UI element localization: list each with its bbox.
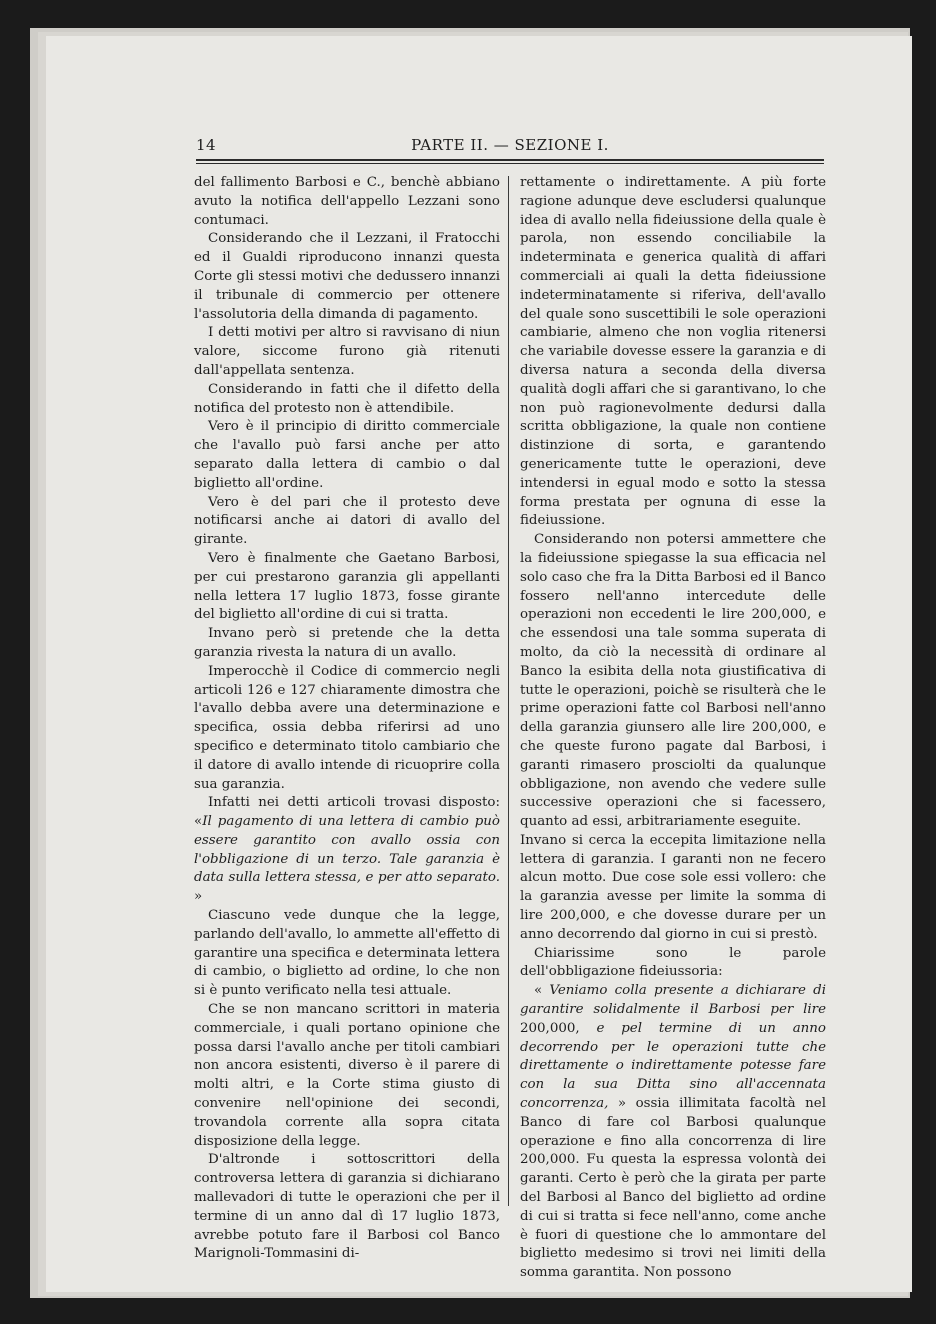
paragraph: Considerando non potersi ammettere che la fideiussione spiegasse la sua efficacia nel solo caso che fra la Ditta Barbosi ed il Banco fossero nell'anno intercedute delle operazioni non eccedenti le lire 200,000, e che essendosi una tale somma superata di molto, da ciò la necessità di ordinare al Banco la esibita della nota giustificativa di tutte le operazioni, poichè se risulterà che le prime operazioni fatte col Barbosi nell'anno della garanzia giunsero alle lire 200,000, e che queste furono pagate dal Barbosi, i garanti rimasero prosciolti da qualunque obbligazione, non avendo che vedere sulle successive operazioni che si facessero, quanto ad essi, arbitrariamente eseguite. [520,532,826,830]
header-rule [196,159,824,161]
paragraph: I detti motivi per altro si ravvisano di niun valore, siccome furono già ritenuti dall'appellata sentenza. [194,325,500,378]
quote-intro: Infatti nei detti articoli trovasi disposto: « [194,795,500,830]
quote-paragraph [194,794,500,907]
quote-paragraph [520,982,826,1283]
paragraph: rettamente o indirettamente. A più forte ragione adunque deve escludersi qualunque idea di avallo nella fideiussione della quale è parola, non essendo conciliabile la indeterminata e generica qualità di affari commerciali ai quali la detta fideiussione indeterminatamente si riferiva, dell'avallo del quale sono suscettibili le sole operazioni cambiarie, almeno che non voglia ritenersi che variabile dovesse essere la garanzia e di diversa natura a seconda della diversa qualità dogli affari che si garantivano, lo che non può ragionevolmente dedursi dalla scritta obbligazione, la quale non contiene distinzione di sorta, e garantendo genericamente tutte le operazioni, deve intendersi in egual modo e sotto la stessa forma prestata per ognuna di esse la fideiussione. [520,175,826,529]
quoted-amount: 200,000, [520,1020,597,1036]
paragraph: Vero è il principio di diritto commerciale che l'avallo può farsi anche per atto separato dalla lettera di cambio o dal biglietto all'ordine. [194,419,500,491]
paragraph: Imperocchè il Codice di commercio negli articoli 126 e 127 chiaramente dimostra che l'avallo debba avere una determinazione e specifica, ossia debba riferirsi ad uno specifico e determinato titolo cambiario che il datore di avallo intende di ricuoprire colla sua garanzia. [194,663,500,792]
quote-open: « [534,983,550,999]
quoted-law-text: Il pagamento di una lettera di cambio può essere garantito con avallo ossia con l'obbligazione di un terzo. Tale garanzia è data sulla lettera stessa, e per atto separato. [194,814,500,886]
paragraph: Vero è finalmente che Gaetano Barbosi, per cui prestarono garanzia gli appellanti nella lettera 17 luglio 1873, fosse girante del biglietto all'ordine di cui si tratta. [194,550,500,623]
column-divider [508,176,509,1206]
paragraph: Chiarissime sono le parole dell'obbligazione fideiussoria: [520,945,826,980]
page-number: 14 [196,136,217,154]
running-head: PARTE II. — SEZIONE I. [411,136,609,154]
paragraph: Considerando che il Lezzani, il Fratocchi ed il Gualdi riproducono innanzi questa Corte gli stessi motivi che dedussero innanzi il tribunale di commercio per ottenere l'assolutoria della dimanda di pagamento. [194,231,500,322]
paragraph: Che se non mancano scrittori in materia commerciale, i quali portano opinione che possa darsi l'avallo anche per titoli cambiari non ancora esistenti, diverso è il parere di molti altri, e la Corte stima giusto di convenire nell'opinione dei secondi, trovandola corrente alla sopra citata disposizione della legge. [194,1002,500,1149]
left-column [194,174,500,1264]
header-rule-thin [196,163,824,164]
paragraph: Invano però si pretende che la detta garanzia rivesta la natura di un avallo. [194,626,500,660]
paragraph: Considerando in fatti che il difetto della notifica del protesto non è attendibile. [194,381,500,416]
quoted-obligation-text: Veniamo colla presente a dichiarare di garantire solidalmente il Barbosi per lire [520,983,826,1018]
paragraph: Vero è del pari che il protesto deve notificarsi anche ai datori di avallo del girante. [194,494,500,548]
right-column [520,174,826,1283]
paragraph: D'altronde i sottoscrittori della controversa lettera di garanzia si dichiarano mallevadori di tutte le operazioni che per il termine di un anno dal dì 17 luglio 1873, avrebbe potuto fare il Barbosi col Banco Marignoli-Tommasini di- [194,1152,500,1262]
document-page [46,36,912,1292]
paragraph: Ciascuno vede dunque che la legge, parlando dell'avallo, lo ammette all'effetto di garantire una specifica e determinata lettera di cambio, o biglietto ad ordine, lo che non si è punto verificato nella tesi attuale. [194,908,500,999]
quote-close: » [194,889,203,905]
paragraph: Invano si cerca la eccepita limitazione nella lettera di garanzia. I garanti non ne fecero alcun motto. Due cose sole essi vollero: che la garanzia avesse per limite la somma di lire 200,000, e che dovesse durare per un anno decorrendo dal giorno in cui si prestò. [520,832,826,942]
paragraph: del fallimento Barbosi e C., benchè abbiano avuto la notifica dell'appello Lezzani sono contumaci. [194,175,500,228]
page-header [196,136,824,158]
quoted-obligation-text-2: e pel termine di un anno decorrendo per le operazioni tutte che direttamente o indirettamente potesse fare con la sua Ditta sino all'accennata concorrenza, [520,1020,826,1112]
quote-continuation: » ossia illimitata facoltà nel Banco di fare col Barbosi qualunque operazione e fino alla concorrenza di lire 200,000. Fu questa la espressa volontà dei garanti. Certo è però che la girata per parte del Barbosi al Banco del biglietto ad ordine di cui si tratta si fece nell'anno, come anche è fuori di questione che lo ammontare del biglietto medesimo si trovi nei limiti della somma garantita. Non possono [520,1096,826,1281]
